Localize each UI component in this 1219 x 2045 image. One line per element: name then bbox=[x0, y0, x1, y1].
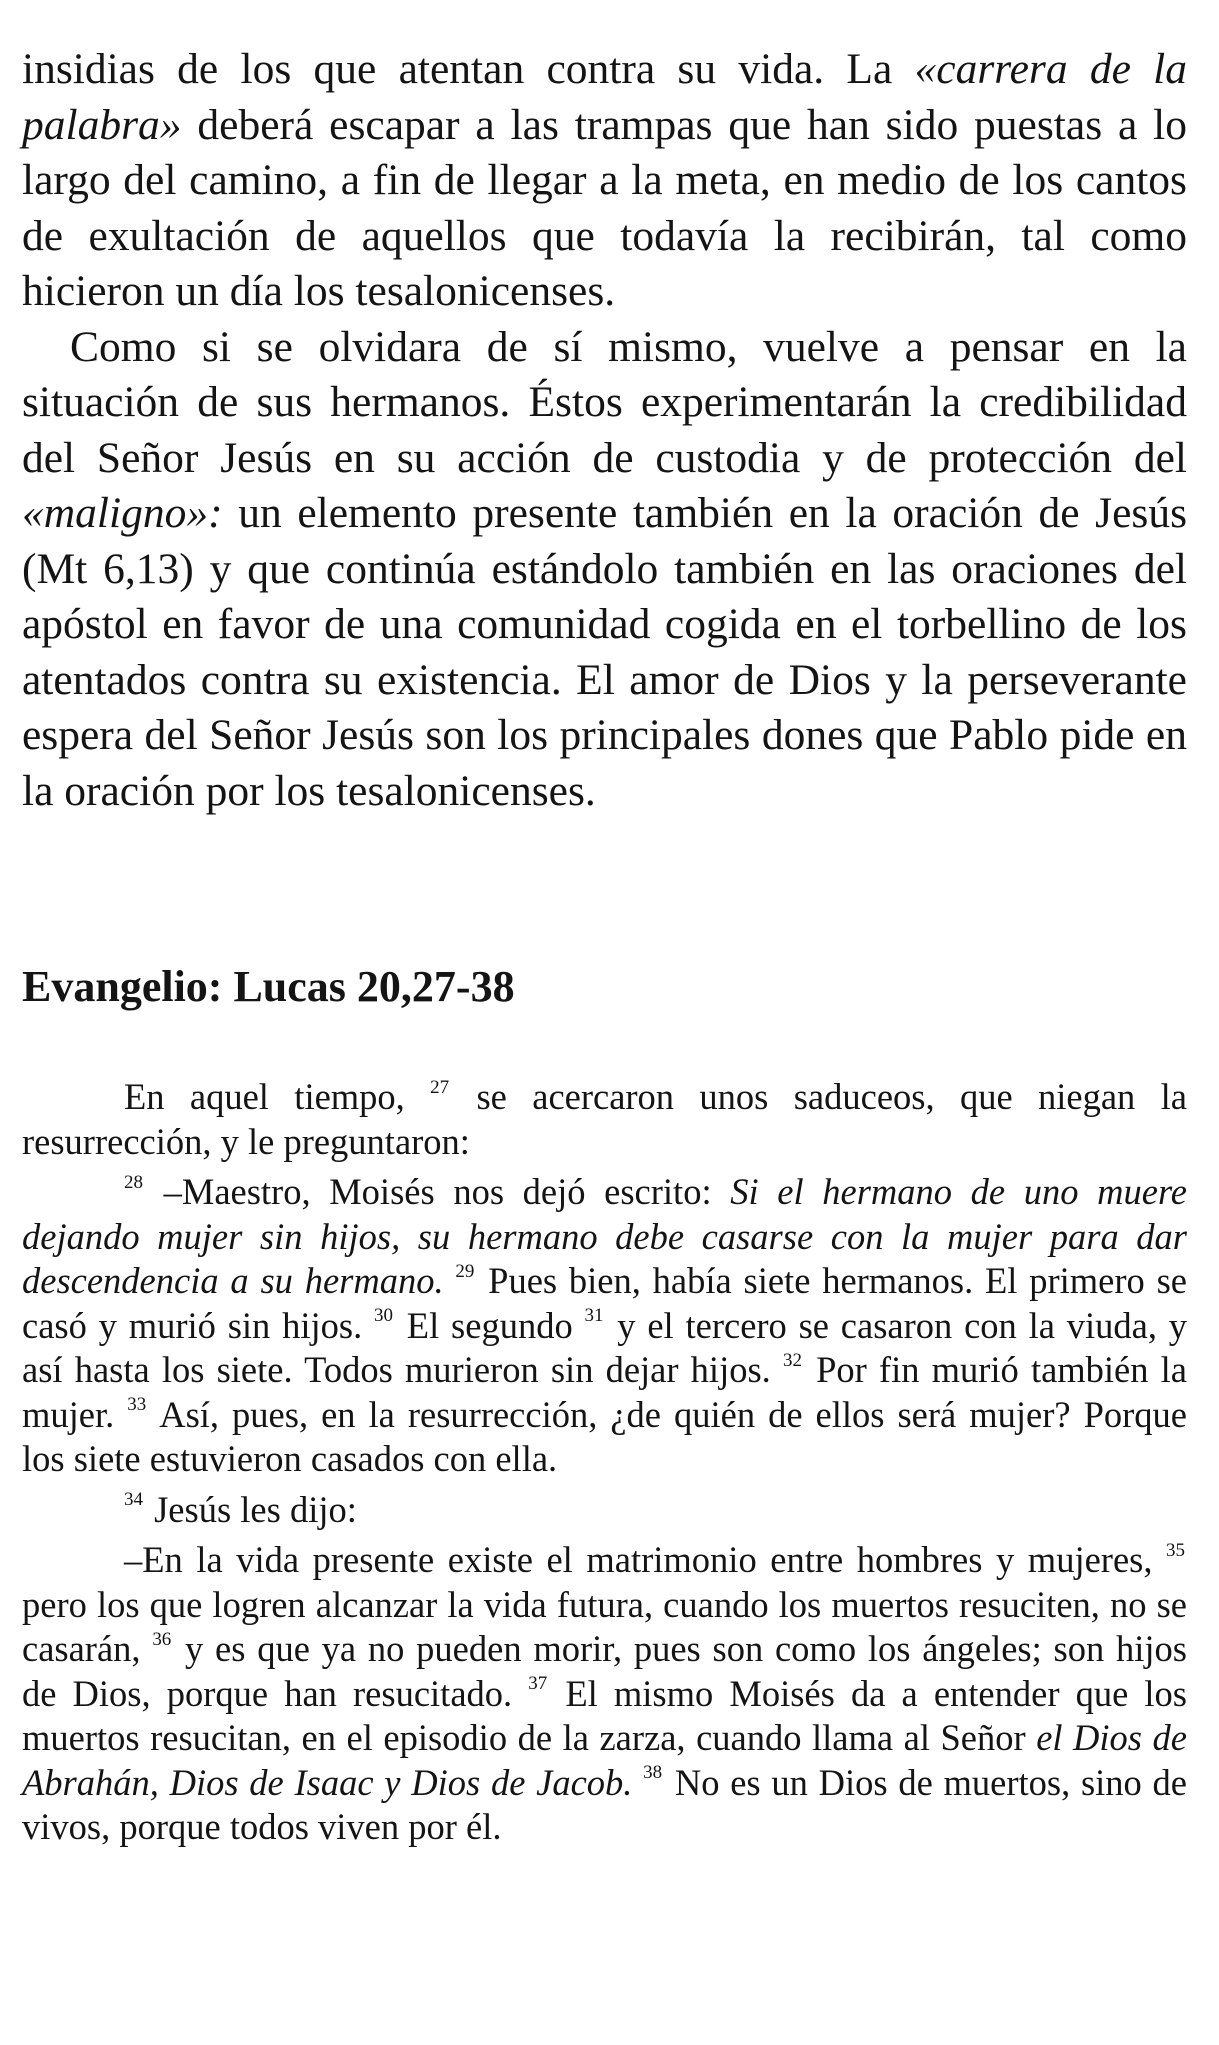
commentary-paragraph-2: Como si se olvidara de sí mismo, vuelve a pensar en la situación de sus hermanos. Éstos experimentarán la credibilidad del Señor Jesús en su acción de custodia y de protección del «maligno»: un elemento presente también en la oración de Jesús (Mt 6,13) y que continúa estándolo también en las oraciones del apóstol en favor de una comunidad cogida en el torbellino de los atentados contra su existencia. El amor de Dios y la perseverante espera del Señor Jesús son los principales dones que Pablo pide en la oración por los tesalonicenses. bbox=[22, 322, 1187, 815]
verse-number: 35 bbox=[1166, 1539, 1185, 1561]
verse-number: 33 bbox=[127, 1394, 147, 1416]
verse-number: 31 bbox=[584, 1305, 604, 1327]
book-page bbox=[22, 42, 1187, 1850]
verse-number: 27 bbox=[430, 1076, 450, 1098]
verse-number: 38 bbox=[643, 1762, 663, 1784]
verse-number: 32 bbox=[782, 1349, 802, 1371]
italic-text: Si el hermano de uno muere dejando mujer sin hijos, su hermano debe casarse con la mujer para dar descendencia a su hermano. bbox=[22, 1171, 1187, 1301]
italic-text: «maligno»: bbox=[22, 489, 223, 537]
reading-paragraph-2: $^{28}$ –Maestro, Moisés nos dejó escrito: Si el hermano de uno muere dejando mujer sin hijos, su hermano debe casarse con la mujer para dar descendencia a su hermano. $^{29}$ Pues bien, había siete hermanos. El primero se casó y murió sin hijos. $^{30}$ El segundo $^{31}$ y el tercero se casaron con la viuda, y así hasta los siete. Todos murieron sin dejar hijos. $^{32}$ Por fin murió también la mujer. $^{33}$ Así, pues, en la resurrección, ¿de quién de ellos será mujer? Porque los siete estuvieron casados con ella. bbox=[22, 1171, 1187, 1479]
verse-number: 29 bbox=[455, 1260, 475, 1282]
reading-paragraph-4: –En la vida presente existe el matrimonio entre hombres y mujeres, $^{35}$ pero los que logren alcanzar la vida futura, cuando los muertos resuciten, no se casarán, $^{36}$ y es que ya no pueden morir, pues son como los ángeles; son hijos de Dios, porque han resucitado. $^{37}$ El mismo Moisés da a entender que los muertos resucitan, en el episodio de la zarza, cuando llama al Señor el Dios de Abrahán, Dios de Isaac y Dios de Jacob. $^{38}$ No es un Dios de muertos, sino de vivos, porque todos viven por él. bbox=[22, 1539, 1188, 1847]
gospel-heading: Evangelio: Lucas 20,27-38 bbox=[22, 962, 515, 1011]
verse-number: 30 bbox=[374, 1305, 393, 1327]
italic-text: el Dios de Abrahán, Dios de Isaac y Dios de Jacob. bbox=[22, 1717, 1188, 1803]
italic-text: «carrera de la palabra» bbox=[22, 45, 1188, 149]
reading-paragraph-1: En aquel tiempo, $^{27}$ se acercaron unos saduceos, que niegan la resurrección, y le preguntaron: bbox=[22, 1076, 1187, 1162]
verse-number: 37 bbox=[528, 1673, 548, 1695]
verse-number: 28 bbox=[124, 1171, 143, 1193]
reading-paragraph-3: $^{34}$ Jesús les dijo: bbox=[124, 1488, 357, 1530]
commentary-paragraph-1: insidias de los que atentan contra su vida. La «carrera de la palabra» deberá escapar a las trampas que han sido puestas a lo largo del camino, a fin de llegar a la meta, en medio de los cantos de exultación de aquellos que todavía la recibirán, tal como hicieron un día los tesalonicenses. bbox=[22, 45, 1188, 315]
verse-number: 36 bbox=[152, 1628, 172, 1650]
verse-number: 34 bbox=[124, 1489, 143, 1511]
